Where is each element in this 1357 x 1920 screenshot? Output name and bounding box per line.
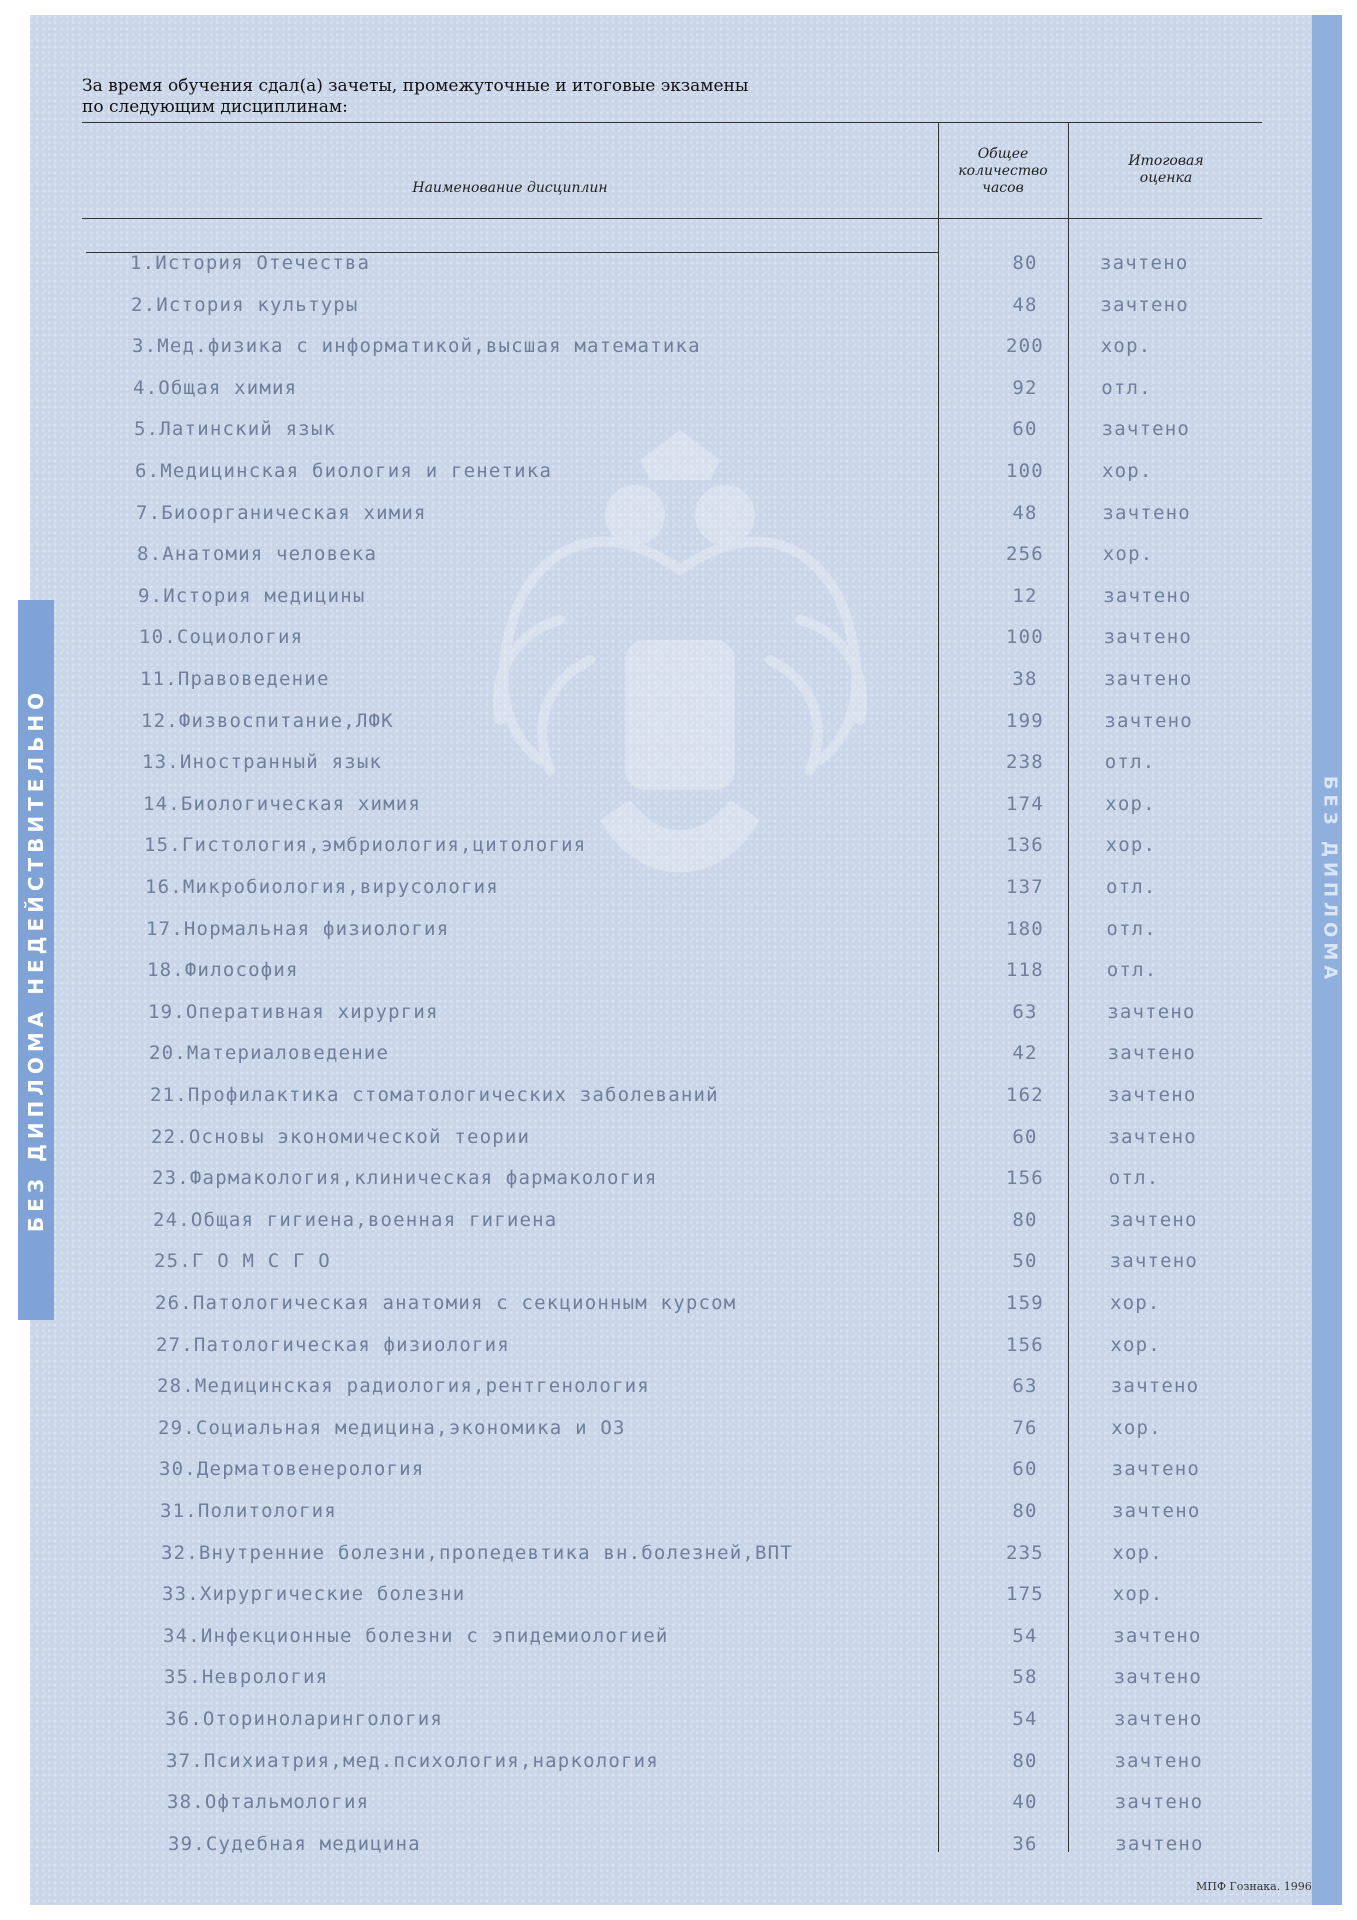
- discipline-grade: зачтено: [1103, 626, 1193, 649]
- discipline-name: 39.Судебная медицина: [168, 1832, 421, 1855]
- table-row: [145, 876, 1295, 906]
- discipline-grade: отл.: [1108, 1167, 1160, 1190]
- discipline-hours: 58: [1012, 1666, 1038, 1689]
- discipline-grade: зачтено: [1109, 1250, 1199, 1273]
- discipline-hours: 80: [1012, 252, 1038, 274]
- table-row: [167, 1791, 1317, 1821]
- discipline-grade: зачтено: [1103, 584, 1192, 607]
- discipline-grade: зачтено: [1100, 293, 1189, 316]
- discipline-name: 9.История медицины: [138, 584, 366, 607]
- table-row: [142, 751, 1292, 781]
- grade-header-line-2: оценка: [1139, 170, 1193, 186]
- discipline-hours: 54: [1012, 1708, 1038, 1730]
- table-row: [155, 1292, 1305, 1322]
- hours-header-line-3: часов: [982, 180, 1024, 196]
- discipline-hours: 199: [1006, 709, 1044, 732]
- discipline-name: 34.Инфекционные болезни с эпидемиологией: [163, 1624, 669, 1647]
- table-row: [152, 1167, 1302, 1197]
- hours-header-line-2: количество: [958, 163, 1048, 179]
- discipline-name: 20.Материаловедение: [149, 1042, 390, 1065]
- discipline-grade: хор.: [1102, 460, 1153, 482]
- discipline-name: 19.Оперативная хирургия: [148, 1000, 439, 1023]
- discipline-grade: зачтено: [1107, 1000, 1196, 1023]
- discipline-hours: 60: [1012, 1125, 1038, 1148]
- table-row: [137, 543, 1287, 573]
- discipline-grade: зачтено: [1107, 1042, 1197, 1065]
- discipline-grade: хор.: [1112, 1541, 1163, 1564]
- discipline-grade: хор.: [1111, 1416, 1162, 1439]
- discipline-grade: отл.: [1106, 876, 1157, 898]
- discipline-name: 15.Гистология,эмбриология,цитология: [144, 834, 587, 857]
- discipline-hours: 76: [1012, 1416, 1038, 1439]
- table-row: [154, 1250, 1304, 1280]
- discipline-name: 23.Фармакология,клиническая фармакология: [152, 1167, 658, 1190]
- margin-warning-text: БЕЗ ДИПЛОМА НЕДЕЙСТВИТЕЛЬНО: [24, 687, 48, 1233]
- discipline-grade: отл.: [1106, 959, 1158, 982]
- discipline-name: 26.Патологическая анатомия с секционным курсом: [155, 1292, 737, 1314]
- discipline-hours: 60: [1012, 418, 1038, 441]
- discipline-grade: хор.: [1110, 1333, 1161, 1356]
- table-row: [136, 502, 1286, 532]
- discipline-hours: 40: [1012, 1791, 1038, 1814]
- table-row: [135, 460, 1285, 490]
- discipline-grade: зачтено: [1111, 1458, 1201, 1481]
- discipline-name: 3.Мед.физика с информатикой,высшая математика: [132, 335, 701, 358]
- discipline-hours: 48: [1012, 293, 1038, 316]
- discipline-name: 11.Правоведение: [140, 668, 330, 690]
- table-row: [138, 585, 1288, 615]
- discipline-grade: отл.: [1101, 376, 1152, 399]
- discipline-grade: зачтено: [1108, 1084, 1197, 1106]
- discipline-hours: 12: [1012, 584, 1038, 607]
- table-row: [131, 294, 1281, 324]
- discipline-name: 35.Неврология: [164, 1666, 329, 1689]
- discipline-grade: зачтено: [1113, 1624, 1202, 1647]
- table-row: [139, 626, 1289, 656]
- table-row: [166, 1750, 1316, 1780]
- discipline-hours: 38: [1012, 668, 1038, 690]
- table-row: [133, 377, 1283, 407]
- document-heading: [82, 76, 748, 118]
- discipline-grade: хор.: [1105, 834, 1157, 857]
- table-row: [132, 335, 1282, 365]
- table-row: [161, 1542, 1311, 1572]
- discipline-hours: 156: [1006, 1333, 1044, 1356]
- discipline-grade: зачтено: [1114, 1708, 1203, 1730]
- discipline-grade: зачтено: [1108, 1125, 1197, 1148]
- table-row: [163, 1625, 1313, 1655]
- discipline-grade: зачтено: [1109, 1208, 1198, 1231]
- discipline-name: 24.Общая гигиена,военная гигиена: [153, 1208, 558, 1231]
- discipline-name: 27.Патологическая физиология: [156, 1333, 510, 1356]
- discipline-name: 32.Внутренние болезни,пропедевтика вн.болезней,ВПТ: [161, 1541, 793, 1564]
- discipline-hours: 238: [1006, 751, 1044, 774]
- table-row: [134, 418, 1284, 448]
- discipline-name: 5.Латинский язык: [134, 418, 337, 441]
- discipline-grade: зачтено: [1114, 1749, 1203, 1772]
- discipline-hours: 80: [1012, 1749, 1038, 1772]
- discipline-hours: 42: [1012, 1042, 1038, 1065]
- table-row: [153, 1209, 1303, 1239]
- discipline-grade: хор.: [1110, 1292, 1161, 1314]
- discipline-grade: зачтено: [1104, 668, 1193, 690]
- table-row: [164, 1666, 1314, 1696]
- table-top-rule: [82, 122, 1262, 123]
- discipline-name: 14.Биологическая химия: [143, 792, 422, 815]
- heading-line-1: За время обучения сдал(а) зачеты, промежуточные и итоговые экзамены: [82, 76, 749, 96]
- discipline-name: 16.Микробиология,вирусология: [145, 876, 499, 898]
- discipline-grade: хор.: [1102, 543, 1154, 566]
- discipline-hours: 63: [1012, 1375, 1038, 1398]
- discipline-grade: отл.: [1104, 751, 1156, 774]
- discipline-hours: 80: [1012, 1208, 1038, 1231]
- discipline-hours: 159: [1006, 1292, 1044, 1314]
- discipline-hours: 80: [1012, 1500, 1038, 1522]
- discipline-hours: 50: [1012, 1250, 1038, 1273]
- discipline-hours: 180: [1006, 917, 1044, 940]
- hours-header-line-1: Общее: [977, 146, 1029, 162]
- discipline-grade: зачтено: [1112, 1500, 1201, 1522]
- table-row: [158, 1417, 1308, 1447]
- table-row: [143, 793, 1293, 823]
- table-row: [157, 1375, 1307, 1405]
- table-row: [160, 1500, 1310, 1530]
- discipline-grade: зачтено: [1102, 501, 1191, 524]
- discipline-name: 29.Социальная медицина,экономика и ОЗ: [158, 1416, 626, 1439]
- discipline-name: 4.Общая химия: [133, 376, 298, 399]
- header-bottom-rule: [82, 218, 1262, 219]
- column-header-name: Наименование дисциплин: [412, 180, 608, 196]
- printer-mark: МПФ Гознака. 1996: [1196, 1880, 1312, 1893]
- discipline-name: 22.Основы экономической теории: [151, 1125, 531, 1148]
- discipline-name: 31.Политология: [160, 1500, 337, 1522]
- discipline-hours: 156: [1006, 1167, 1044, 1190]
- discipline-name: 8.Анатомия человека: [137, 543, 378, 566]
- discipline-hours: 100: [1006, 626, 1044, 649]
- discipline-hours: 48: [1012, 501, 1038, 524]
- discipline-hours: 200: [1006, 335, 1044, 358]
- discipline-grade: зачтено: [1110, 1375, 1200, 1398]
- discipline-hours: 54: [1012, 1624, 1038, 1647]
- discipline-grade: зачтено: [1100, 252, 1189, 274]
- discipline-name: 13.Иностранный язык: [142, 751, 383, 774]
- discipline-grade: хор.: [1105, 792, 1156, 815]
- column-header-hours: [940, 146, 1066, 197]
- discipline-name: 36.Оториноларингология: [165, 1708, 444, 1730]
- table-row: [156, 1334, 1306, 1364]
- discipline-grade: зачтено: [1101, 418, 1191, 441]
- discipline-name: 25.Г О М С Г О: [154, 1250, 331, 1273]
- heading-line-2: по следующим дисциплинам:: [82, 97, 348, 117]
- table-row: [148, 1001, 1298, 1031]
- column-header-grade: [1070, 153, 1262, 187]
- discipline-hours: 136: [1006, 834, 1044, 857]
- discipline-name: 1.История Отечества: [130, 252, 371, 274]
- discipline-name: 33.Хирургические болезни: [162, 1583, 466, 1606]
- discipline-hours: 235: [1006, 1541, 1044, 1564]
- discipline-name: 2.История культуры: [131, 293, 359, 316]
- discipline-name: 28.Медицинская радиология,рентгенология: [157, 1375, 650, 1398]
- discipline-name: 21.Профилактика стоматологических заболеваний: [150, 1084, 719, 1106]
- table-row: [144, 834, 1294, 864]
- table-row: [151, 1126, 1301, 1156]
- discipline-hours: 174: [1006, 792, 1044, 815]
- table-row: [130, 252, 1280, 282]
- table-row: [147, 959, 1297, 989]
- discipline-name: 37.Психиатрия,мед.психология,наркология: [166, 1749, 659, 1772]
- discipline-grade: хор.: [1100, 335, 1152, 358]
- discipline-name: 7.Биоорганическая химия: [136, 501, 427, 524]
- discipline-grade: хор.: [1112, 1583, 1164, 1606]
- discipline-hours: 162: [1006, 1084, 1044, 1106]
- discipline-name: 30.Дерматовенерология: [159, 1458, 425, 1481]
- discipline-grade: отл.: [1106, 917, 1157, 940]
- discipline-name: 38.Офтальмология: [167, 1791, 370, 1814]
- discipline-grade: зачтено: [1113, 1666, 1203, 1689]
- discipline-hours: 256: [1006, 543, 1044, 566]
- table-row: [146, 918, 1296, 948]
- table-row: [159, 1458, 1309, 1488]
- discipline-grade: зачтено: [1115, 1832, 1204, 1855]
- discipline-hours: 137: [1006, 876, 1044, 898]
- margin-warning-text-right: БЕЗ ДИПЛОМА: [1319, 775, 1341, 985]
- table-row: [141, 710, 1291, 740]
- table-row: [165, 1708, 1315, 1738]
- table-row: [149, 1042, 1299, 1072]
- table-row: [162, 1583, 1312, 1613]
- grade-header-line-1: Итоговая: [1128, 153, 1204, 169]
- discipline-name: 6.Медицинская биология и генетика: [135, 460, 553, 482]
- discipline-name: 18.Философия: [147, 959, 299, 982]
- discipline-grade: зачтено: [1104, 709, 1193, 732]
- table-row: [150, 1084, 1300, 1114]
- table-row: [140, 668, 1290, 698]
- discipline-hours: 92: [1012, 376, 1038, 399]
- discipline-grade: зачтено: [1114, 1791, 1204, 1814]
- discipline-name: 12.Физвоспитание,ЛФК: [141, 709, 394, 732]
- discipline-name: 10.Социология: [139, 626, 304, 649]
- discipline-hours: 63: [1012, 1000, 1038, 1023]
- discipline-hours: 60: [1012, 1458, 1038, 1481]
- table-row: [168, 1833, 1318, 1863]
- discipline-hours: 175: [1006, 1583, 1044, 1606]
- discipline-hours: 100: [1006, 460, 1044, 482]
- discipline-hours: 36: [1012, 1832, 1038, 1855]
- discipline-name: 17.Нормальная физиология: [146, 917, 450, 940]
- discipline-hours: 118: [1006, 959, 1044, 982]
